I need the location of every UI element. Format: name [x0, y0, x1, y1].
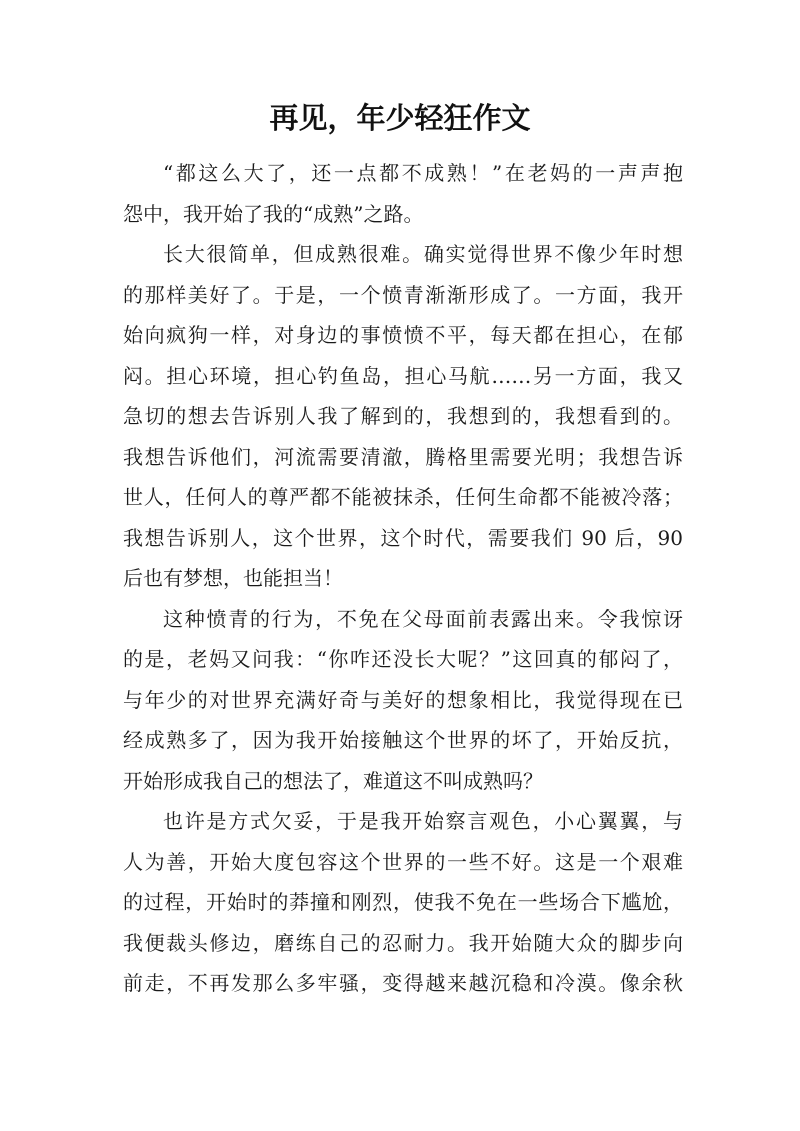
- paragraph-2-line-9: 后也有梦想，也能担当！: [123, 566, 343, 590]
- paragraph-2-line-8: 我想告诉别人，这个世界，这个时代，需要我们 90 后，90: [123, 525, 683, 550]
- paragraph-4-line-5: 前走，不再发那么多牢骚，变得越来越沉稳和冷漠。像余秋: [123, 971, 683, 995]
- paragraph-2-line-3: 始向疯狗一样，对身边的事愤愤不平，每天都在担心，在郁: [123, 323, 683, 347]
- paragraph-2-line-5: 急切的想去告诉别人我了解到的，我想到的，我想看到的。: [123, 404, 683, 428]
- document-body: [123, 153, 683, 1004]
- paragraph-3-line-3: 与年少的对世界充满好奇与美好的想象相比，我觉得现在已: [123, 687, 683, 712]
- paragraph-3-line-5: 开始形成我自己的想法了，难道这不叫成熟吗？: [123, 768, 543, 793]
- paragraph-4-line-1: 也许是方式欠妥，于是我开始察言观色，小心翼翼，与: [163, 809, 683, 833]
- paragraph-4-line-4: 我便裁头修边，磨练自己的忍耐力。我开始随大众的脚步向: [123, 930, 683, 955]
- paragraph-2-line-2: 的那样美好了。于是，一个愤青渐渐形成了。一方面，我开: [123, 282, 683, 307]
- paragraph-2-line-7: 世人，任何人的尊严都不能被抹杀，任何生命都不能被冷落；: [123, 485, 683, 509]
- paragraph-2-line-1: 长大很简单，但成熟很难。确实觉得世界不像少年时想: [163, 242, 683, 266]
- paragraph-1-line-1: “都这么大了，还一点都不成熟！”在老妈的一声声抱: [163, 161, 683, 185]
- paragraph-3-line-2: 的是，老妈又问我：“你咋还没长大呢？”这回真的郁闷了，: [123, 647, 683, 671]
- paragraph-3-line-1: 这种愤青的行为，不免在父母面前表露出来。令我惊讶: [163, 606, 683, 631]
- paragraph-2-line-6: 我想告诉他们，河流需要清澈，腾格里需要光明；我想告诉: [123, 444, 683, 469]
- paragraph-4-line-3: 的过程，开始时的莽撞和刚烈，使我不免在一些场合下尴尬，: [123, 890, 683, 914]
- document-title: 再见，年少轻狂作文: [269, 101, 531, 135]
- paragraph-2-line-4: 闷。担心环境，担心钓鱼岛，担心马航……另一方面，我又: [123, 363, 683, 388]
- paragraph-1-line-2: 怨中，我开始了我的“成熟”之路。: [123, 201, 424, 226]
- paragraph-3-line-4: 经成熟多了，因为我开始接触这个世界的坏了，开始反抗，: [123, 728, 683, 752]
- paragraph-4-line-2: 人为善，开始大度包容这个世界的一些不好。这是一个艰难: [123, 849, 683, 874]
